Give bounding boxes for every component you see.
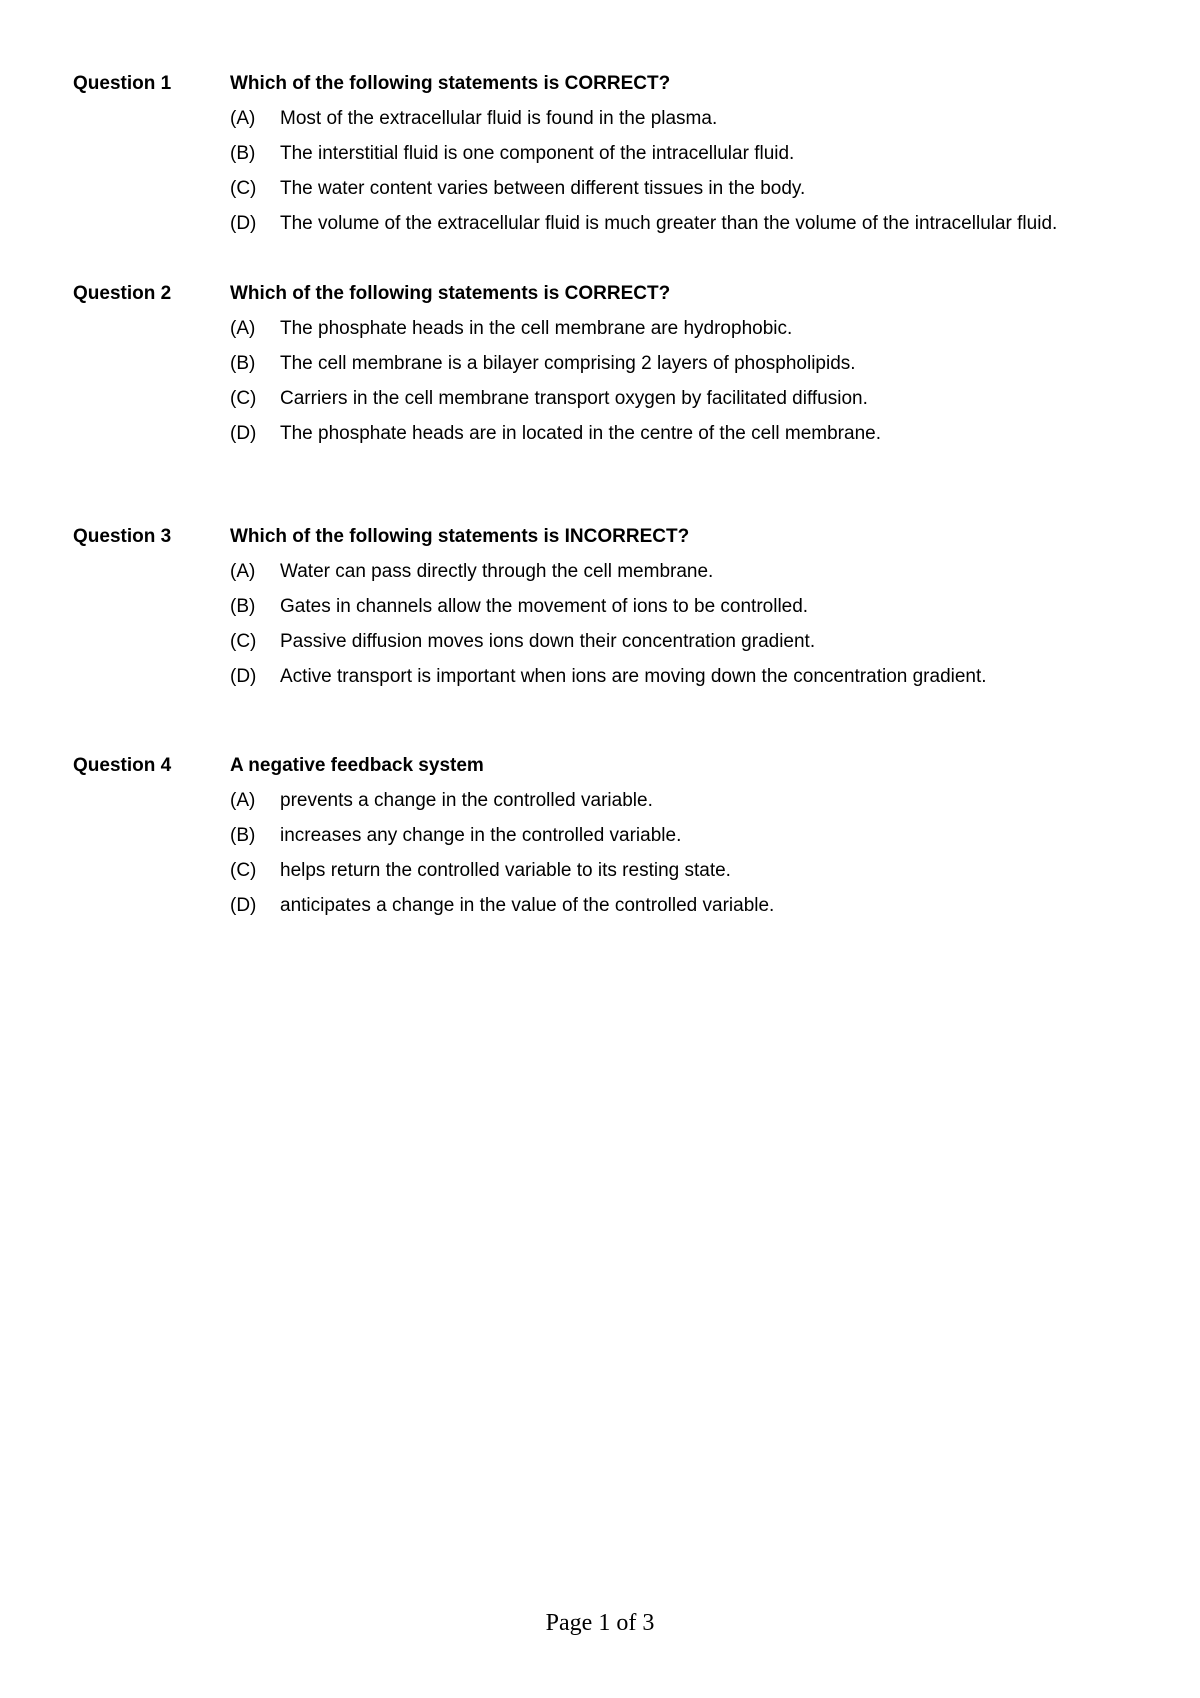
question-label: Question 4 — [73, 755, 172, 776]
question-label: Question 1 — [73, 73, 172, 94]
option-c — [230, 387, 1170, 411]
option-letter: (A) — [230, 561, 256, 582]
option-d — [230, 212, 1170, 236]
option-c — [230, 859, 1170, 883]
option-letter: (D) — [230, 895, 257, 916]
option-letter: (A) — [230, 108, 256, 129]
option-text: Gates in channels allow the movement of ions to be controlled. — [280, 596, 809, 617]
option-text: helps return the controlled variable to its resting state. — [280, 860, 731, 881]
option-text: Passive diffusion moves ions down their concentration gradient. — [280, 631, 816, 652]
option-a — [230, 560, 1170, 584]
option-letter: (D) — [230, 666, 257, 687]
question-stem: Which of the following statements is CORRECT? — [230, 73, 671, 94]
option-text: increases any change in the controlled variable. — [280, 825, 682, 846]
option-b — [230, 142, 1170, 166]
option-text: anticipates a change in the value of the controlled variable. — [280, 895, 775, 916]
option-text: The cell membrane is a bilayer comprising 2 layers of phospholipids. — [280, 353, 856, 374]
option-letter: (D) — [230, 423, 257, 444]
option-text: The volume of the extracellular fluid is much greater than the volume of the intracellular fluid. — [280, 213, 1058, 234]
option-letter: (C) — [230, 178, 257, 199]
question-stem: A negative feedback system — [230, 755, 484, 776]
option-text: Carriers in the cell membrane transport oxygen by facilitated diffusion. — [280, 388, 868, 409]
option-letter: (A) — [230, 790, 256, 811]
option-text: Water can pass directly through the cell membrane. — [280, 561, 714, 582]
option-b — [230, 352, 1170, 376]
option-letter: (B) — [230, 353, 256, 374]
option-letter: (B) — [230, 596, 256, 617]
question-label: Question 2 — [73, 283, 172, 304]
option-text: Most of the extracellular fluid is found in the plasma. — [280, 108, 718, 129]
option-letter: (B) — [230, 825, 256, 846]
question-stem: Which of the following statements is CORRECT? — [230, 283, 671, 304]
option-a — [230, 317, 1170, 341]
option-b — [230, 824, 1170, 848]
option-letter: (C) — [230, 860, 257, 881]
option-b — [230, 595, 1170, 619]
option-text: prevents a change in the controlled variable. — [280, 790, 653, 811]
option-letter: (C) — [230, 388, 257, 409]
option-d — [230, 894, 1170, 918]
option-a — [230, 789, 1170, 813]
option-letter: (C) — [230, 631, 257, 652]
option-letter: (D) — [230, 213, 257, 234]
option-text: The phosphate heads in the cell membrane are hydrophobic. — [280, 318, 793, 339]
option-text: The interstitial fluid is one component of the intracellular fluid. — [280, 143, 795, 164]
page-number: Page 1 of 3 — [545, 1610, 655, 1636]
option-letter: (B) — [230, 143, 256, 164]
option-text: The water content varies between different tissues in the body. — [280, 178, 806, 199]
option-letter: (A) — [230, 318, 256, 339]
option-text: Active transport is important when ions are moving down the concentration gradient. — [280, 666, 987, 687]
option-text: The phosphate heads are in located in the centre of the cell membrane. — [280, 423, 881, 444]
question-stem: Which of the following statements is INCORRECT? — [230, 526, 690, 547]
option-c — [230, 177, 1170, 201]
option-a — [230, 107, 1170, 131]
option-d — [230, 665, 1170, 689]
option-c — [230, 630, 1170, 654]
question-label: Question 3 — [73, 526, 172, 547]
option-d — [230, 422, 1170, 446]
